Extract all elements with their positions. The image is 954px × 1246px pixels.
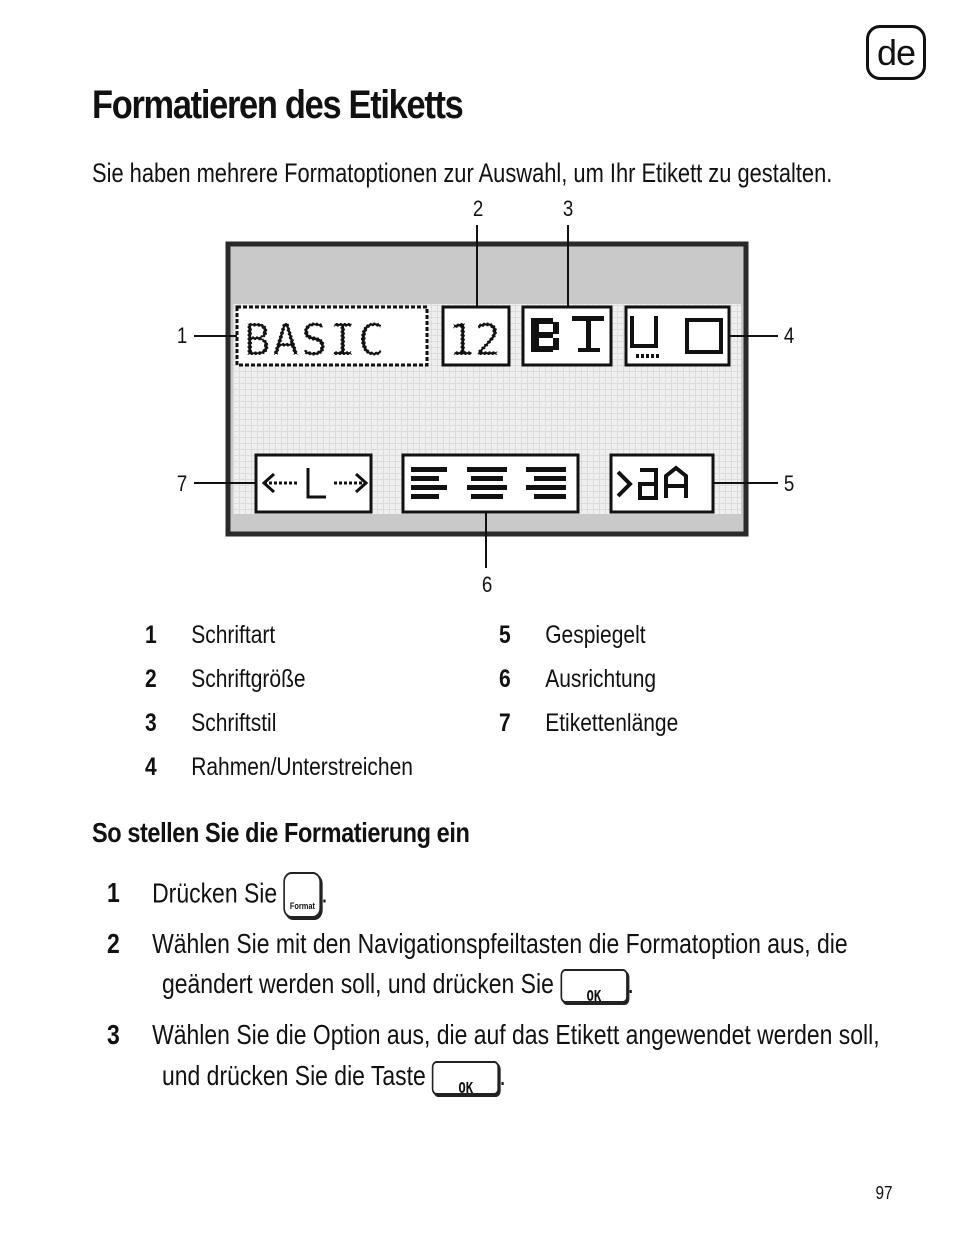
callout-7: 7 [176,471,188,496]
step-1: 1 Drücken Sie Format . [107,872,328,918]
step-2: 2 Wählen Sie mit den Navigationspfeiltasten die Formatoption aus, die [107,928,848,959]
size-label: 12 [448,315,501,366]
language-badge: de [866,25,926,80]
lcd-display-diagram [0,0,954,620]
callout-4: 4 [783,323,795,348]
step-2-cont: geändert werden soll, und drücken Sie OK . [162,968,634,1005]
legend-item: 4 Rahmen/Unterstreichen [145,753,413,781]
page-number: 97 [875,1183,893,1203]
alignment-box [403,455,578,512]
section-title: So stellen Sie die Formatierung ein [92,817,470,848]
callout-5: 5 [783,471,795,496]
font-label: BASIC [244,315,387,366]
legend-item: 2 Schriftgröße [145,665,306,693]
legend-item: 5 Gespiegelt [499,621,646,649]
mirror-box [611,455,713,512]
callout-6: 6 [481,572,493,597]
ok-key-icon: OK [432,1061,499,1095]
step-3: 3 Wählen Sie die Option aus, die auf das Etikett angewendet werden soll, [107,1019,880,1050]
legend-item: 1 Schriftart [145,621,276,649]
page-title: Formatieren des Etiketts [92,83,463,127]
ok-key-icon: OK [560,969,627,1003]
callout-3: 3 [562,196,574,221]
length-box [256,455,371,512]
intro-text: Sie haben mehrere Formatoptionen zur Auswahl, um Ihr Etikett zu gestalten. [92,158,833,188]
callout-1: 1 [176,323,188,348]
format-key-icon: Format [284,872,322,918]
legend-item: 7 Etikettenlänge [499,709,679,737]
legend-item: 6 Ausrichtung [499,665,657,693]
callout-2: 2 [472,196,484,221]
legend-item: 3 Schriftstil [145,709,277,737]
step-3-cont: und drücken Sie die Taste OK . [162,1060,506,1097]
